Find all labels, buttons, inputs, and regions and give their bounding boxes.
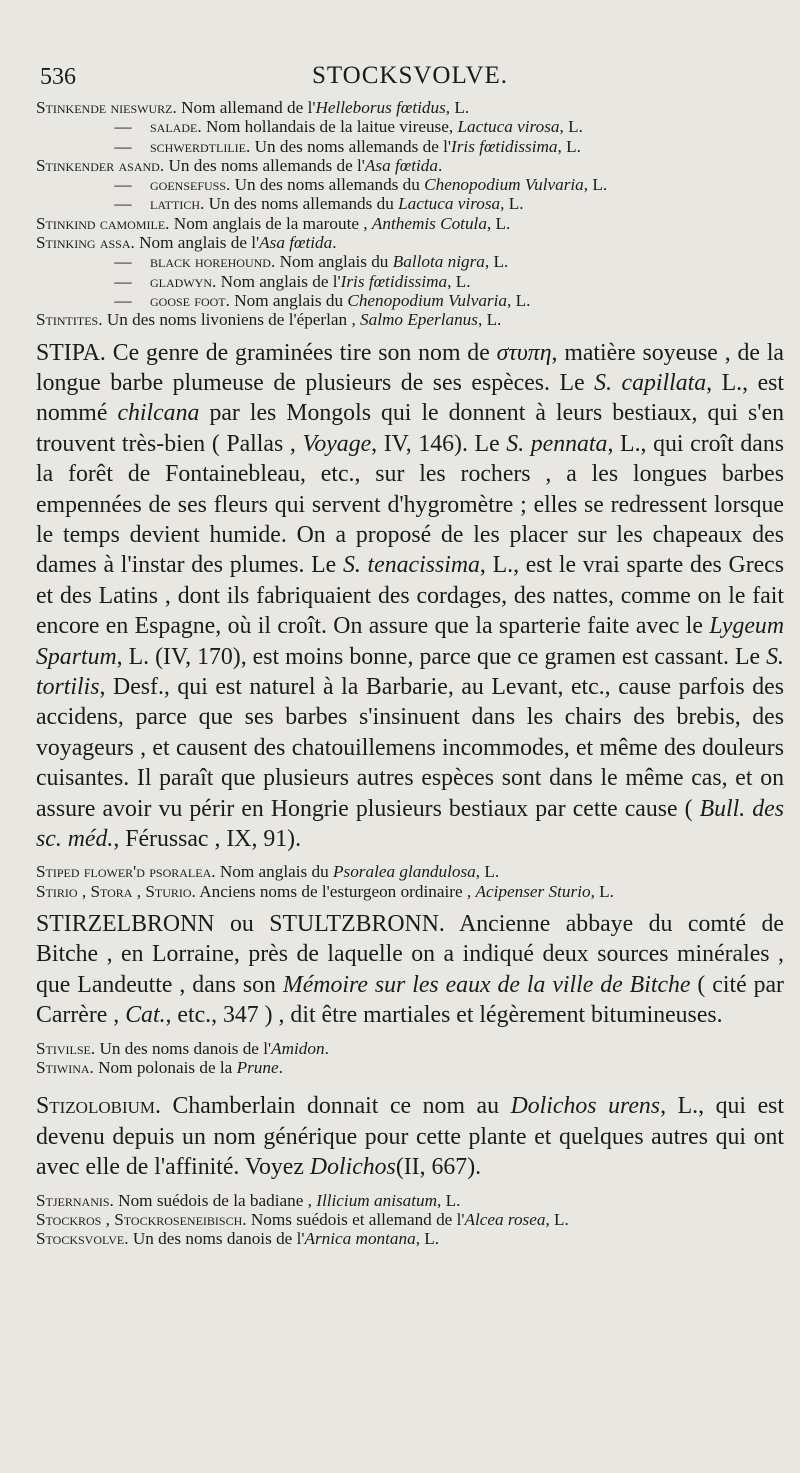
article-headword: STIRZELBRONN ou STULTZBRONN.: [36, 911, 445, 938]
species-name: Acipenser Sturio: [475, 881, 591, 901]
page-number: 536: [40, 64, 76, 90]
species-name: Chenopodium Vulvaria: [347, 290, 507, 310]
work-title: Cat.: [125, 1002, 166, 1029]
entries-block-b: [36, 862, 784, 901]
species-name: Iris fœtidissima: [340, 271, 448, 291]
article-stirzelbronn: STIRZELBRONN ou STULTZBRONN. Ancienne abbaye du comté de Bitche , en Lorraine, près de laquelle on a indiqué deux sources minérales , que Landeutte , dans son Mémoire sur les eaux de la ville de Bitche ( cité par Carrère , Cat., etc., 347 ) , dit être martiales et légèrement bitumineuses.: [36, 911, 784, 1029]
work-title: Mémoire sur les eaux de la ville de Bitche: [282, 971, 691, 998]
species-name: Asa fœtida: [364, 155, 438, 175]
entry-line: Stiwina. Nom polonais de la Prune.: [36, 1057, 283, 1077]
entry-line: Stinkende nieswurz. Nom allemand de l'Helleborus fœtidus, L.: [36, 98, 470, 117]
entry-headword: Stiped flower'd psoralea.: [36, 862, 216, 882]
entry-line: Stintites. Un des noms livoniens de l'éperlan , Salmo Eperlanus, L.: [36, 310, 502, 330]
entries-block-a: [36, 98, 784, 330]
species-name: Arnica montana: [304, 1229, 416, 1249]
entry-line: — goose foot. Nom anglais du Chenopodium Vulvaria, L.: [114, 290, 531, 310]
work-title: Voyage: [302, 430, 372, 457]
entry-headword: Stivilse.: [36, 1038, 96, 1058]
entry-headword: Stirio , Stora , Sturio.: [36, 881, 196, 901]
entry-headword: Stinkende nieswurz.: [36, 98, 177, 117]
species-name: Psoralea glandulosa: [333, 862, 476, 882]
entry-headword: Stinking assa.: [36, 233, 135, 253]
species-name: Asa fœtida: [259, 233, 333, 253]
entry-headword: schwerdtlilie.: [150, 136, 251, 156]
entry-headword: Stintites.: [36, 310, 103, 330]
article-headword: STIPA.: [36, 339, 106, 366]
cross-reference: Dolichos: [309, 1154, 396, 1181]
species-name: S. tenacissima: [342, 552, 480, 579]
greek-word: στυπη: [496, 339, 552, 366]
local-name: chilcana: [117, 400, 200, 427]
article-stipa: STIPA. Ce genre de graminées tire son nom de στυπη, matière soyeuse , de la longue barbe plumeuse de plusieurs de ses espèces. Le S. capillata, L., est nommé chilcana par les Mongols qui le donnent à leurs bestiaux, qui s'en trouvent très-bien ( Pallas , Voyage, IV, 146). Le S. pennata, L., qui croît dans la forêt de Fontainebleau, etc., sur les rochers , a les longues barbes empennées de ses fleurs qui servent d'hygromètre ; elles se redressent lorsque le temps devient humide. On a proposé de les placer sur les chapeaux des dames à l'instar des plumes. Le S. tenacissima, L., est le vrai sparte des Grecs et des Latins , dont ils fabriquaient des cordages, des nattes, comme on le fait encore en Espagne, où il croît. On assure que la sparterie faite avec le Lygeum Spartum, L. (IV, 170), est moins bonne, parce que ce gramen est cassant. Le S. tortilis, Desf., qui est naturel à la Barbarie, au Levant, etc., cause parfois des accidens, parce que ses barbes s'insinuent dans les chairs des brebis, des voyageurs , et causent des chatouillemens incommodes, et même des douleurs cuisantes. Il paraît que plusieurs autres espèces sont dans le même cas, et on assure avoir vu périr en Hongrie plusieurs bestiaux par cette cause ( Bull. des sc. méd., Férussac , IX, 91).: [36, 339, 785, 853]
entry-headword: goensefuss.: [150, 175, 231, 195]
entries-block-c: [36, 1039, 784, 1078]
species-name: Salmo Eperlanus: [360, 310, 478, 330]
entry-headword: gladwyn.: [150, 271, 217, 291]
running-title: STOCKSVOLVE.: [311, 62, 509, 89]
entry-headword: lattich.: [150, 194, 205, 214]
species-name: Dolichos urens: [510, 1093, 661, 1120]
entry-line: Stirio , Stora , Sturio. Anciens noms de l'esturgeon ordinaire , Acipenser Sturio, L.: [36, 881, 614, 901]
article-stizolobium: Stizolobium. Chamberlain donnait ce nom au Dolichos urens, L., qui est devenu depuis un nom générique pour cette plante et quelques autres qui ont avec elle de l'affinité. Voyez Dolichos(II, 667).: [36, 1093, 785, 1181]
entries-block-d: [36, 1191, 784, 1249]
species-name: S. tortilis: [36, 643, 785, 701]
species-name: Anthemis Cotula: [371, 213, 487, 233]
species-name: S. pennata: [506, 430, 608, 457]
entry-line: Stivilse. Un des noms danois de l'Amidon.: [36, 1038, 329, 1058]
work-title: Bull. des sc. méd.: [36, 795, 785, 853]
species-name: Lactuca virosa: [398, 194, 501, 214]
species-name: Alcea rosea: [464, 1209, 546, 1229]
species-name: Chenopodium Vulvaria: [424, 175, 584, 195]
entry-line: Stjernanis. Nom suédois de la badiane , Illicium anisatum, L.: [36, 1190, 461, 1210]
entry-headword: Stinkind camomile.: [36, 213, 170, 233]
entry-line: — gladwyn. Nom anglais de l'Iris fœtidissima, L.: [114, 271, 471, 291]
entry-line: Stocksvolve. Un des noms danois de l'Arnica montana, L.: [36, 1229, 440, 1249]
entry-headword: Stjernanis.: [36, 1190, 114, 1210]
entry-line: — lattich. Un des noms allemands du Lactuca virosa, L.: [114, 194, 524, 214]
species-name: Ballota nigra: [392, 252, 485, 272]
entry-headword: black horehound.: [150, 252, 276, 272]
species-name: Illicium anisatum: [316, 1190, 438, 1210]
species-name: Amidon: [271, 1038, 325, 1058]
entry-line: Stiped flower'd psoralea. Nom anglais du Psoralea glandulosa, L.: [36, 862, 500, 882]
entry-line: — goensefuss. Un des noms allemands du Chenopodium Vulvaria, L.: [114, 175, 608, 195]
species-name: S. capillata: [594, 369, 707, 396]
entry-headword: Stiwina.: [36, 1057, 94, 1077]
species-name: Iris fœtidissima: [451, 136, 558, 156]
entry-headword: Stockros , Stockroseneibisch.: [36, 1209, 247, 1229]
page-header: [36, 58, 784, 98]
species-name: Prune: [236, 1057, 279, 1077]
entry-headword: Stinkender asand.: [36, 155, 165, 175]
entry-headword: goose foot.: [150, 290, 230, 310]
species-name: Lactuca virosa: [457, 117, 560, 137]
entry-line: — schwerdtlilie. Un des noms allemands de l'Iris fœtidissima, L.: [114, 136, 581, 156]
entry-line: Stinkind camomile. Nom anglais de la maroute , Anthemis Cotula, L.: [36, 213, 511, 233]
entry-headword: Stocksvolve.: [36, 1229, 129, 1249]
entry-line: Stinking assa. Nom anglais de l'Asa fœtida.: [36, 233, 337, 253]
entry-line: Stinkender asand. Un des noms allemands de l'Asa fœtida.: [36, 155, 443, 175]
article-headword: Stizolobium.: [36, 1093, 161, 1120]
species-name: Helleborus fœtidus: [315, 98, 446, 117]
entry-line: — black horehound. Nom anglais du Ballota nigra, L.: [114, 252, 509, 272]
entry-line: — salade. Nom hollandais de la laitue vireuse, Lactuca virosa, L.: [114, 117, 583, 137]
entry-line: Stockros , Stockroseneibisch. Noms suédois et allemand de l'Alcea rosea, L.: [36, 1209, 569, 1229]
species-name: Lygeum Spartum: [36, 613, 785, 670]
entry-headword: salade.: [150, 117, 202, 137]
